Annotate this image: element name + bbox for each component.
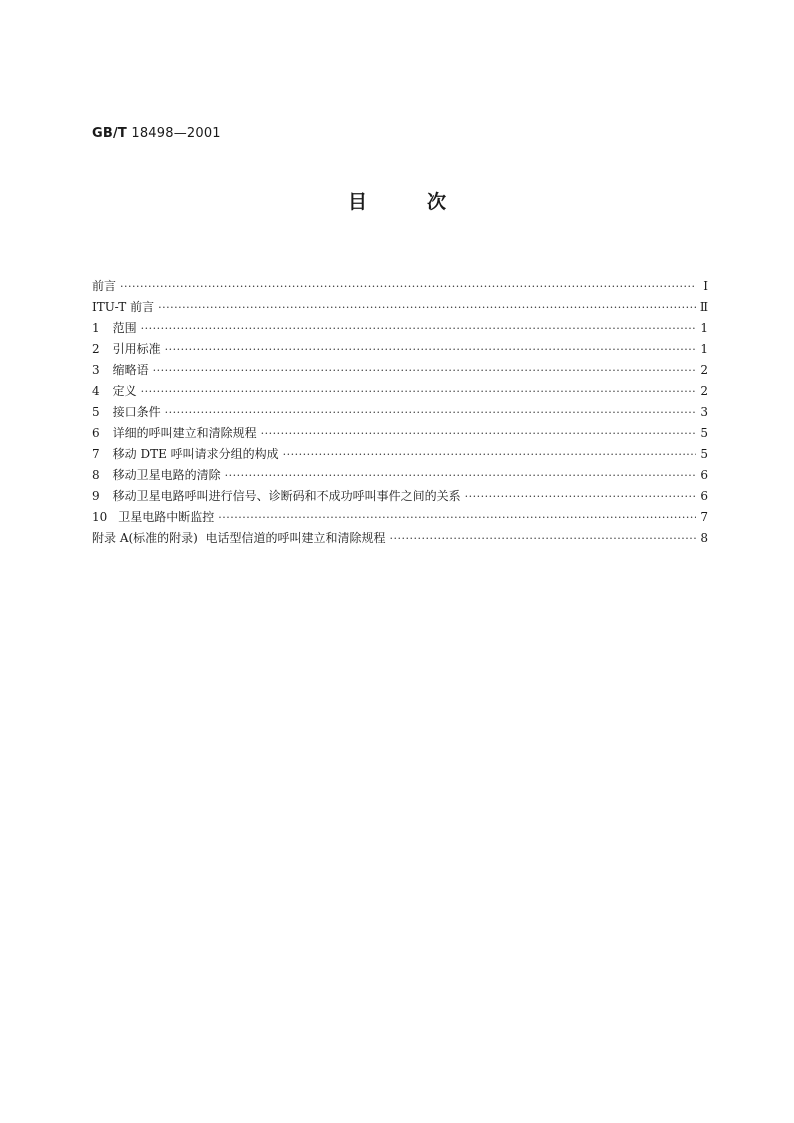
toc-entry-label: 附录 A(标准的附录) 电话型信道的呼叫建立和清除规程 — [92, 531, 386, 545]
toc-entry-8[interactable] — [92, 465, 708, 486]
toc-entry-page: 5 — [700, 447, 708, 461]
toc-entry-4[interactable] — [92, 381, 708, 402]
table-of-contents — [92, 276, 708, 549]
toc-entry-page: 7 — [700, 510, 708, 524]
toc-entry-label: 前言 — [92, 279, 117, 293]
toc-entry-page: 5 — [700, 426, 708, 440]
dot-leader — [283, 444, 696, 465]
toc-entry-foreword[interactable] — [92, 276, 708, 297]
toc-entry-1[interactable] — [92, 318, 708, 339]
toc-entry-page: 1 — [700, 342, 708, 356]
document-code — [92, 126, 221, 141]
toc-entry-3[interactable] — [92, 360, 708, 381]
toc-entry-label: 详细的呼叫建立和清除规程 — [112, 426, 257, 440]
toc-entry-number: 10 — [92, 510, 108, 524]
title-char-1: 目 — [347, 191, 367, 213]
toc-entry-label: 移动卫星电路的清除 — [112, 468, 221, 482]
toc-entry-label: 范围 — [112, 321, 137, 335]
toc-entry-label: ITU-T 前言 — [92, 300, 155, 314]
toc-entry-page: 2 — [700, 363, 708, 377]
standard-number: 18498—2001 — [131, 126, 221, 141]
toc-entry-label: 移动 DTE 呼叫请求分组的构成 — [112, 447, 279, 461]
toc-entry-number: 1 — [92, 321, 100, 335]
toc-entry-number: 7 — [92, 447, 100, 461]
toc-entry-9[interactable] — [92, 486, 708, 507]
toc-entry-6[interactable] — [92, 423, 708, 444]
toc-entry-page: 8 — [700, 531, 708, 545]
toc-entry-label: 缩略语 — [112, 363, 149, 377]
dot-leader — [120, 276, 696, 297]
standard-prefix: GB/T — [92, 126, 127, 141]
toc-entry-number: 5 — [92, 405, 100, 419]
dot-leader — [158, 297, 696, 318]
toc-entry-number: 8 — [92, 468, 100, 482]
toc-entry-page: Ⅰ — [703, 279, 708, 293]
toc-entry-number: 9 — [92, 489, 100, 503]
dot-leader — [218, 507, 696, 528]
toc-entry-appendix-a[interactable] — [92, 528, 708, 549]
dot-leader — [225, 465, 696, 486]
title-char-2: 次 — [427, 191, 447, 213]
dot-leader — [141, 318, 696, 339]
dot-leader — [165, 402, 696, 423]
dot-leader — [141, 381, 696, 402]
toc-entry-label: 卫星电路中断监控 — [118, 510, 215, 524]
dot-leader — [389, 528, 696, 549]
toc-entry-itu-foreword[interactable] — [92, 297, 708, 318]
toc-entry-label: 接口条件 — [112, 405, 161, 419]
dot-leader — [261, 423, 696, 444]
toc-entry-number: 2 — [92, 342, 100, 356]
dot-leader — [153, 360, 696, 381]
toc-entry-page: 6 — [700, 468, 708, 482]
toc-entry-page: Ⅱ — [699, 300, 708, 314]
toc-entry-7[interactable] — [92, 444, 708, 465]
toc-entry-page: 3 — [700, 405, 708, 419]
dot-leader — [465, 486, 696, 507]
toc-entry-label: 定义 — [112, 384, 137, 398]
toc-entry-2[interactable] — [92, 339, 708, 360]
toc-entry-page: 6 — [700, 489, 708, 503]
page-title — [0, 187, 794, 214]
dot-leader — [165, 339, 696, 360]
toc-entry-page: 2 — [700, 384, 708, 398]
toc-entry-number: 6 — [92, 426, 100, 440]
toc-entry-number: 3 — [92, 363, 100, 377]
toc-entry-5[interactable] — [92, 402, 708, 423]
toc-entry-label: 移动卫星电路呼叫进行信号、诊断码和不成功呼叫事件之间的关系 — [112, 489, 461, 503]
toc-entry-number: 4 — [92, 384, 100, 398]
toc-entry-page: 1 — [700, 321, 708, 335]
toc-entry-label: 引用标准 — [112, 342, 161, 356]
toc-entry-10[interactable] — [92, 507, 708, 528]
